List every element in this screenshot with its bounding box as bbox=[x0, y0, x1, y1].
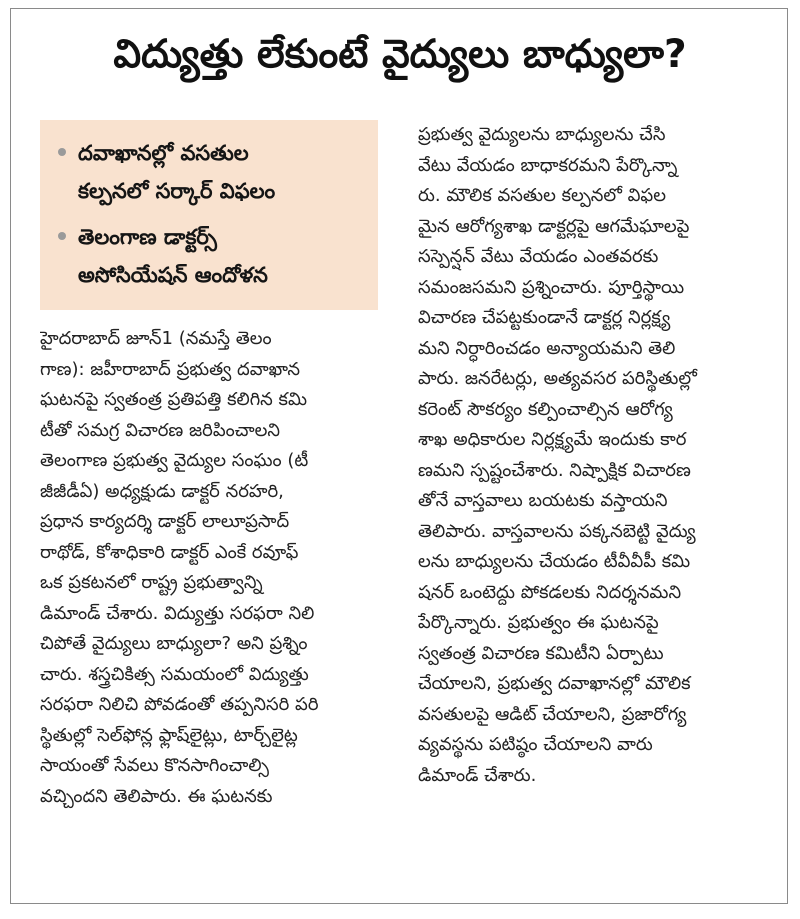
right-column bbox=[418, 120, 763, 791]
text-line: స్వతంత్ర విచారణ కమిటీని ఏర్పాటు bbox=[418, 642, 664, 664]
highlight-line: దవాఖానల్లో వసతుల bbox=[78, 141, 249, 165]
text-line: విచారణ చేపట్టకుండానే డాక్టర్ల నిర్లక్ష్య bbox=[418, 307, 671, 328]
text-line: వచ్చిందని తెలిపారు. ఈ ఘటనకు bbox=[40, 785, 273, 807]
text-line: ఘటనపై స్వతంత్ర ప్రతిపత్తి కలిగిన కమి bbox=[40, 389, 307, 410]
text-line: పేర్కొన్నారు. ప్రభుత్వం ఈ ఘటనపై bbox=[418, 612, 659, 633]
text-line: పారు. జనరేటర్లు, అత్యవసర పరిస్థితుల్లో bbox=[418, 368, 697, 389]
text-line: ప్రభుత్వ వైద్యులను బాధ్యులను చేసి bbox=[418, 124, 666, 145]
text-line: రాథోడ్, కోశాధికారి డాక్టర్ ఎంకే రవూఫ్ bbox=[40, 541, 299, 563]
text-line: జీజీడీఏ) అధ్యక్షుడు డాక్టర్ నరహరి, bbox=[40, 480, 284, 502]
text-line: చేయాలని, ప్రభుత్వ దవాఖానల్లో మౌలిక bbox=[418, 673, 691, 694]
text-line: సాయంతో సేవలు కొనసాగించాల్సి bbox=[40, 755, 269, 776]
left-column bbox=[40, 120, 378, 812]
text-line: వేటు వేయడం బాధాకరమని పేర్కొన్నా bbox=[418, 154, 678, 176]
highlight-box bbox=[40, 120, 378, 310]
bullet-icon bbox=[58, 148, 66, 156]
text-line: షనర్ ఒంటెద్దు పోకడలకు నిదర్శనమని bbox=[418, 581, 682, 603]
text-line: సరఫరా నిలిచి పోవడంతో తప్పనిసరి పరి bbox=[40, 694, 319, 715]
text-line: మైన ఆరోగ్యశాఖ డాక్టర్లపై ఆగమేఘాలపై bbox=[418, 215, 690, 237]
text-line: చారు. శస్త్రచికిత్స సమయంలో విద్యుత్తు bbox=[40, 663, 309, 685]
highlight-line: తెలంగాణ డాక్టర్స్ bbox=[78, 225, 217, 249]
bullet-icon bbox=[58, 232, 66, 240]
text-line: మని నిర్ధారించడం అన్యాయమని తెలి bbox=[418, 337, 676, 359]
text-line: డిమాండ్ చేశారు. విద్యుత్తు సరఫరా నిలి bbox=[40, 602, 315, 624]
text-line: తెలంగాణ ప్రభుత్వ వైద్యుల సంఘం (టీ bbox=[40, 450, 309, 471]
text-line: రు. మౌలిక వసతుల కల్పనలో విఫల bbox=[418, 185, 666, 206]
text-line: వ్యవస్థను పటిష్ఠం చేయాలని వారు bbox=[418, 734, 653, 755]
headline: విద్యుత్తు లేకుంటే వైద్యులు బాధ్యులా? bbox=[113, 32, 687, 77]
highlight-line: అసోసియేషన్ ఆందోళన bbox=[78, 263, 268, 287]
text-line: డిమాండ్ చేశారు. bbox=[418, 764, 537, 786]
text-line: ణమని స్పష్టంచేశారు. నిష్పాక్షిక విచారణ bbox=[418, 459, 691, 481]
text-line: ప్రధాన కార్యదర్శి డాక్టర్ లాలూప్రసాద్ bbox=[40, 511, 290, 532]
text-line: సస్పెన్షన్ వేటు వేయడం ఎంతవరకు bbox=[418, 246, 659, 267]
text-line: స్థితుల్లో సెల్‌ఫోన్ల ఫ్లాష్‌లైట్లు, టార్చ్‌లైట్ల bbox=[40, 724, 298, 746]
text-line: టీతో సమగ్ర విచారణ జరిపించాలని bbox=[40, 419, 281, 441]
text-line: వసతులపై ఆడిట్ చేయాలని, ప్రజారోగ్య bbox=[418, 703, 687, 725]
text-line: గాణ): జహీరాబాద్ ప్రభుత్వ దవాఖాన bbox=[40, 358, 301, 380]
right-body-text bbox=[418, 120, 763, 791]
text-line: సమంజసమని ప్రశ్నించారు. పూర్తిస్థాయి bbox=[418, 276, 685, 298]
text-line: ఒక ప్రకటనలో రాష్ట్ర ప్రభుత్వాన్ని bbox=[40, 572, 263, 593]
highlight-item bbox=[58, 218, 368, 294]
highlight-line: కల్పనలో సర్కార్ విఫలం bbox=[78, 179, 276, 203]
text-line: చిపోతే వైద్యులు బాధ్యులా? అని ప్రశ్నిం bbox=[40, 633, 308, 654]
text-line: తోనే వాస్తవాలు బయటకు వస్తాయని bbox=[418, 490, 668, 511]
text-line: శాఖ అధికారుల నిర్లక్ష్యమే ఇందుకు కార bbox=[418, 429, 687, 450]
highlight-item bbox=[58, 134, 368, 210]
text-line: తెలిపారు. వాస్తవాలను పక్కనబెట్టి వైద్యు bbox=[418, 520, 696, 542]
text-line: లను బాధ్యులను చేయడం టీవీవీపీ కమి bbox=[418, 551, 691, 572]
text-line: కరెంట్ సౌకర్యం కల్పించాల్సిన ఆరోగ్య bbox=[418, 398, 673, 420]
left-body-text bbox=[40, 324, 378, 812]
text-line: హైదరాబాద్ జూన్1 (నమస్తే తెలం bbox=[40, 328, 272, 349]
